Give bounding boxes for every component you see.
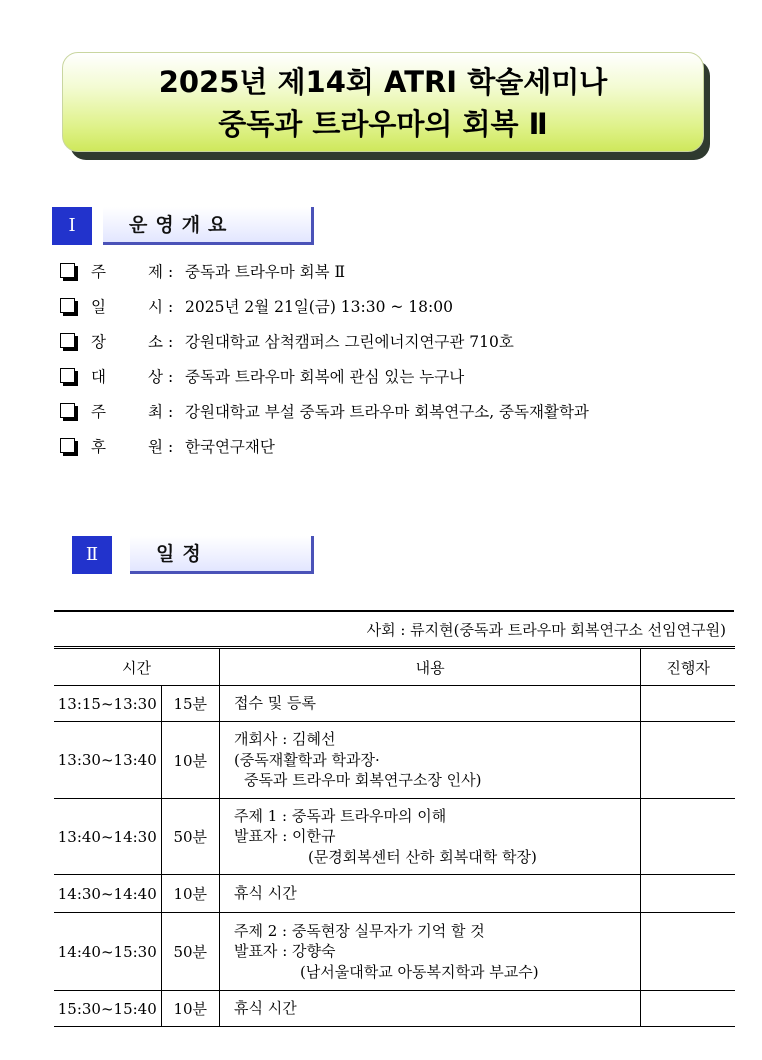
cell-time: 14:40~15:30	[54, 913, 161, 991]
table-row	[54, 875, 735, 913]
cell-duration: 15분	[161, 686, 219, 722]
checkbox-icon	[60, 403, 75, 418]
host-line: 사회 : 류지현(중독과 트라우마 회복연구소 선임연구원)	[54, 610, 734, 646]
overview-label: 장 소	[91, 333, 163, 351]
cell-time: 13:40~14:30	[54, 799, 161, 875]
cell-content: 휴식 시간	[219, 875, 640, 913]
section-2-label: 일정	[130, 536, 314, 574]
section-1-number: Ⅰ	[52, 207, 92, 245]
overview-value: 중독과 트라우마 회복에 관심 있는 누구나	[185, 368, 465, 386]
cell-time: 13:30~13:40	[54, 722, 161, 799]
table-row	[54, 799, 735, 875]
checkbox-icon	[60, 298, 75, 313]
cell-content: 접수 및 등록	[219, 686, 640, 722]
header-presenter: 진행자	[641, 648, 735, 686]
table-row	[54, 722, 735, 799]
cell-presenter	[641, 799, 735, 875]
cell-presenter	[641, 913, 735, 991]
overview-value: 중독과 트라우마 회복 Ⅱ	[185, 263, 346, 281]
cell-time: 14:30~14:40	[54, 875, 161, 913]
cell-presenter	[641, 722, 735, 799]
cell-duration: 10분	[161, 991, 219, 1027]
cell-presenter	[641, 991, 735, 1027]
overview-label: 주 제	[91, 263, 163, 281]
header-time: 시간	[54, 648, 219, 686]
title-line-1: 2025년 제14회 ATRI 학술세미나	[158, 65, 608, 99]
overview-label: 후 원	[91, 438, 163, 456]
checkbox-icon	[60, 368, 75, 383]
header-content: 내용	[219, 648, 640, 686]
section-1-label: 운영개요	[103, 207, 314, 245]
cell-duration: 50분	[161, 913, 219, 991]
table-row	[54, 991, 735, 1027]
cell-duration: 50분	[161, 799, 219, 875]
cell-time: 15:30~15:40	[54, 991, 161, 1027]
cell-presenter	[641, 875, 735, 913]
cell-content: 주제 1 : 중독과 트라우마의 이해 발표자 : 이한규 (문경회복센터 산하 회복대학 학장)	[219, 799, 640, 875]
overview-label: 주 최	[91, 403, 163, 421]
overview-label: 일 시	[91, 298, 163, 316]
checkbox-icon	[60, 438, 75, 453]
checkbox-icon	[60, 263, 75, 278]
checkbox-icon	[60, 333, 75, 348]
cell-content: 주제 2 : 중독현장 실무자가 기억 할 것 발표자 : 강향숙 (남서울대학교 아동복지학과 부교수)	[219, 913, 640, 991]
cell-duration: 10분	[161, 875, 219, 913]
table-row	[54, 686, 735, 722]
overview-value: 강원대학교 부설 중독과 트라우마 회복연구소, 중독재활학과	[185, 403, 589, 421]
overview-value: 한국연구재단	[185, 438, 275, 456]
schedule-table	[54, 646, 735, 1027]
overview-value: 강원대학교 삼척캠퍼스 그린에너지연구관 710호	[185, 333, 514, 351]
title-banner	[62, 52, 704, 152]
title-line-2: 중독과 트라우마의 회복 Ⅱ	[218, 107, 548, 141]
cell-content: 개회사 : 김혜선 (중독재활학과 학과장· 중독과 트라우마 회복연구소장 인사)	[219, 722, 640, 799]
overview-label: 대 상	[91, 368, 163, 386]
table-row	[54, 913, 735, 991]
table-header-row	[54, 648, 735, 686]
cell-content: 휴식 시간	[219, 991, 640, 1027]
cell-time: 13:15~13:30	[54, 686, 161, 722]
cell-duration: 10분	[161, 722, 219, 799]
cell-presenter	[641, 686, 735, 722]
section-2-number: Ⅱ	[72, 536, 112, 574]
overview-value: 2025년 2월 21일(금) 13:30 ~ 18:00	[185, 298, 453, 316]
